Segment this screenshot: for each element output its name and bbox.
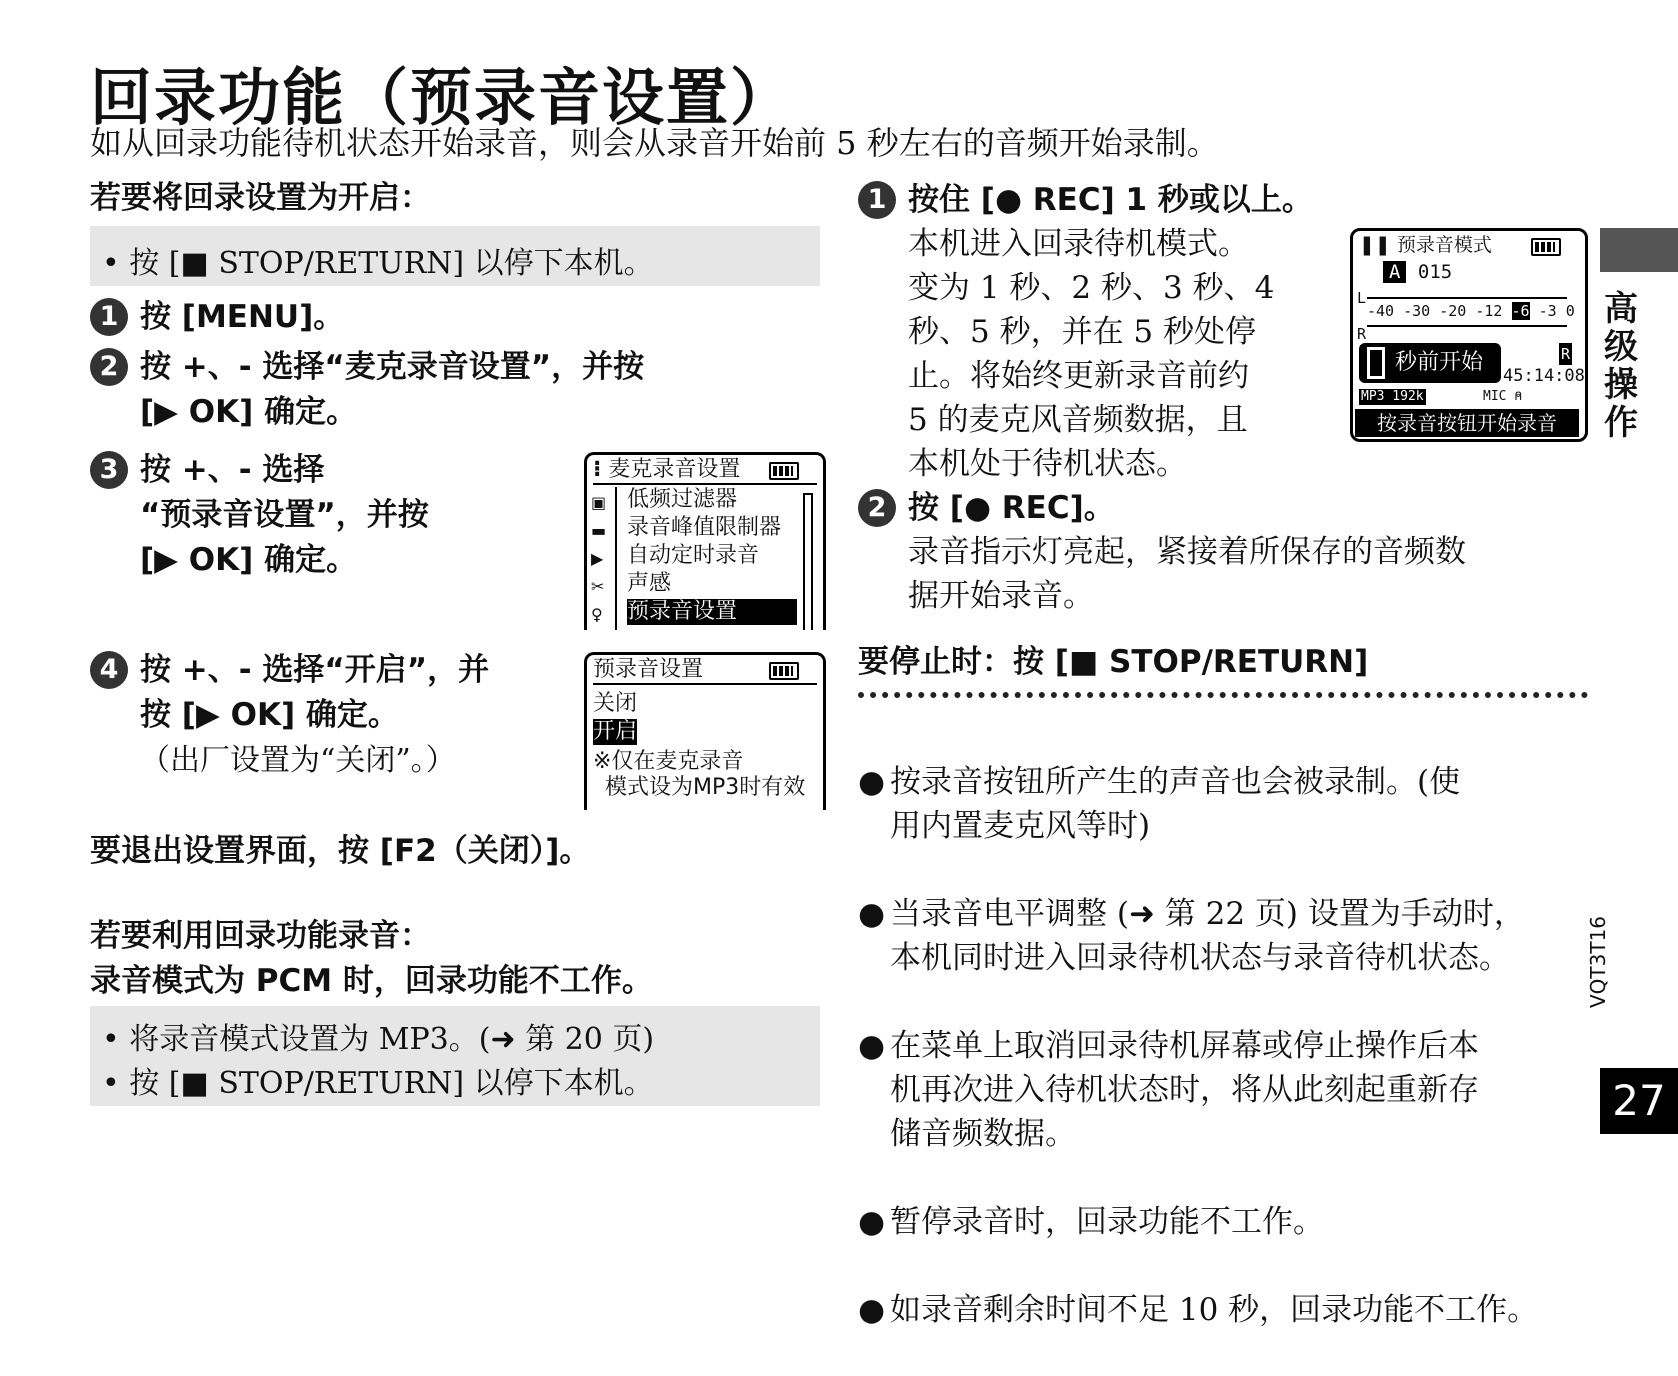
lcd-prerec-settings <box>584 652 826 810</box>
countdown-digit-box <box>1367 347 1385 379</box>
step-1 <box>90 295 790 345</box>
battery-icon <box>769 462 799 480</box>
exit-text: 要退出设置界面，按 [F2（关闭）]。 <box>90 833 591 869</box>
level-meter <box>1367 297 1575 327</box>
stop-note-box <box>90 226 820 286</box>
lcd-note: 模式设为MP3时有效 <box>605 775 806 800</box>
lcd-option: 关闭 <box>593 691 638 716</box>
meter-tick: -30 <box>1403 302 1431 320</box>
play-menu-icon: ▶ <box>591 549 604 568</box>
step-4 <box>90 648 580 788</box>
notes-list <box>858 716 1598 1376</box>
subtitle: 如从回录功能待机状态开始录音，则会从录音开始前 5 秒左右的音频开始录制。 <box>90 124 1219 162</box>
mic-menu-icon: ▣ <box>591 493 607 512</box>
note-item <box>858 1200 1598 1244</box>
meter-tick: -12 <box>1475 302 1503 320</box>
lcd-footer: 按录音按钮开始录音 <box>1355 409 1579 437</box>
lcd-title: 麦克录音设置 <box>608 457 741 482</box>
note-item <box>858 1024 1598 1156</box>
lcd-item-selected: 预录音设置 <box>627 599 797 625</box>
right-step-2 <box>858 486 1358 536</box>
lcd-divider <box>615 487 617 630</box>
countdown-box <box>1359 343 1501 383</box>
bullet-icon: ● <box>858 1292 886 1328</box>
note-text: 暂停录音时，回录功能不工作。 <box>890 1204 1324 1240</box>
step-heading: 按 [● REC]。 <box>908 490 1115 526</box>
step-text: 按 +、- 选择“开启”，并 按 [▶ OK] 确定。 <box>140 652 490 733</box>
meter-tick: -20 <box>1439 302 1467 320</box>
countdown-label: 秒前开始 <box>1395 350 1484 375</box>
note-item <box>858 1288 1598 1332</box>
format-label: MP3 192k <box>1361 389 1424 404</box>
doc-code: VQT3T16 <box>1586 915 1610 1008</box>
battery-icon <box>769 662 799 680</box>
meter-tick: 0 <box>1565 302 1575 320</box>
lcd-item: 录音峰值限制器 <box>627 515 782 540</box>
battery-icon <box>1531 238 1561 256</box>
step-number: 4 <box>90 651 128 689</box>
lcd-title: 预录音设置 <box>593 657 704 682</box>
step-1-body: 本机进入回录待机模式。 变为 1 秒、2 秒、3 秒、4 秒、5 秒，并在 5 秒处停 止。将始终更新录音前约 5 的麦克风音频数据，且 本机处于待机状态。 <box>908 226 1275 482</box>
r-mark: R <box>1561 345 1571 363</box>
step-text: 按 +、- 选择 “预录音设置”，并按 [▶ OK] 确定。 <box>140 452 429 578</box>
bullet-icon: ● <box>858 1204 886 1240</box>
section-tab-marker <box>1600 228 1678 272</box>
note-text: 在菜单上取消回录待机屏幕或停止操作后本 机再次进入待机状态时，将从此刻起重新存 储音频数据。 <box>890 1028 1479 1152</box>
step-text: 按 +、- 选择“麦克录音设置”，并按 [▶ OK] 确定。 <box>140 349 645 430</box>
lcd-title-bar <box>593 457 817 485</box>
lcd-title-bar <box>1359 234 1579 256</box>
note-text: 按录音按钮所产生的声音也会被录制。(使 用内置麦克风等时) <box>890 764 1461 844</box>
use-note: • 将录音模式设置为 MP3。(➜ 第 20 页) <box>102 1022 655 1057</box>
note-text: 当录音电平调整 (➜ 第 22 页) 设置为手动时， 本机同时进入回录待机状态与录音待机状态。 <box>890 896 1525 976</box>
meter-l-label: L <box>1357 289 1367 307</box>
meter-r-label: R <box>1357 325 1367 343</box>
section-tab-label: 高级操作 <box>1604 289 1638 443</box>
meter-tick: -6 <box>1511 302 1530 320</box>
lcd-item: 声感 <box>627 571 672 596</box>
menu-icon: ⁝ <box>593 457 602 482</box>
lcd-title-bar <box>593 657 817 685</box>
file-menu-icon: ▬ <box>591 521 607 540</box>
stop-heading: 要停止时：按 [■ STOP/RETURN] <box>858 644 1369 680</box>
step-3 <box>90 448 550 588</box>
step-2 <box>90 345 790 440</box>
lcd-mode-title: 预录音模式 <box>1396 234 1492 256</box>
stop-note: • 按 [■ STOP/RETURN] 以停下本机。 <box>102 246 654 281</box>
bullet-icon: ● <box>858 764 886 800</box>
step-number: 1 <box>90 298 128 336</box>
use-heading-1: 若要利用回录功能录音： <box>90 918 431 954</box>
right-step-1 <box>858 178 1358 228</box>
step-number: 3 <box>90 451 128 489</box>
step-number: 1 <box>858 181 896 219</box>
bullet-icon: ● <box>858 896 886 932</box>
input-label <box>1483 389 1522 405</box>
input-source: MIC <box>1483 389 1507 404</box>
dotted-divider <box>858 692 1588 698</box>
lcd-side-icons <box>591 489 613 629</box>
meter-tick: -3 <box>1538 302 1557 320</box>
mic-icon: ⍝ <box>1514 389 1523 404</box>
lcd-mic-settings <box>584 452 826 630</box>
step-text: 按 [MENU]。 <box>140 299 345 335</box>
lcd-item: 低频过滤器 <box>627 487 738 512</box>
edit-menu-icon: ✂ <box>591 577 605 596</box>
lcd-option-selected: 开启 <box>593 719 638 744</box>
use-heading-2: 录音模式为 PCM 时，回录功能不工作。 <box>90 963 653 999</box>
step-number: 2 <box>90 348 128 386</box>
note-text: 如录音剩余时间不足 10 秒，回录功能不工作。 <box>890 1292 1539 1328</box>
step-subnote: （出厂设置为“关闭”。） <box>140 743 456 778</box>
bullet-icon: ● <box>858 1028 886 1064</box>
note-item <box>858 892 1598 980</box>
lcd-prerec-mode <box>1350 228 1588 442</box>
folder-label: A <box>1383 261 1406 283</box>
lcd-scrollbar <box>803 493 813 630</box>
step-2-body: 录音指示灯亮起，紧接着所保存的音频数 据开始录音。 <box>908 534 1466 614</box>
page-number: 27 <box>1600 1068 1678 1134</box>
lcd-note: ※仅在麦克录音 <box>593 749 744 774</box>
setup-menu-icon: ♀ <box>591 605 603 624</box>
lcd-item: 自动定时录音 <box>627 543 760 568</box>
use-note: • 按 [■ STOP/RETURN] 以停下本机。 <box>102 1066 654 1101</box>
folder-file <box>1383 261 1452 283</box>
file-number: 015 <box>1417 261 1453 283</box>
use-notes-box <box>90 1006 820 1106</box>
meter-tick: -40 <box>1367 302 1395 320</box>
note-item <box>858 760 1598 848</box>
page-title: 回录功能（预录音设置） <box>90 61 795 134</box>
remaining-time: 45:14:08 <box>1503 366 1585 386</box>
enable-heading: 若要将回录设置为开启： <box>90 180 431 216</box>
step-number: 2 <box>858 489 896 527</box>
pause-icon: ❚❚ <box>1359 234 1391 256</box>
step-heading: 按住 [● REC] 1 秒或以上。 <box>908 182 1313 218</box>
